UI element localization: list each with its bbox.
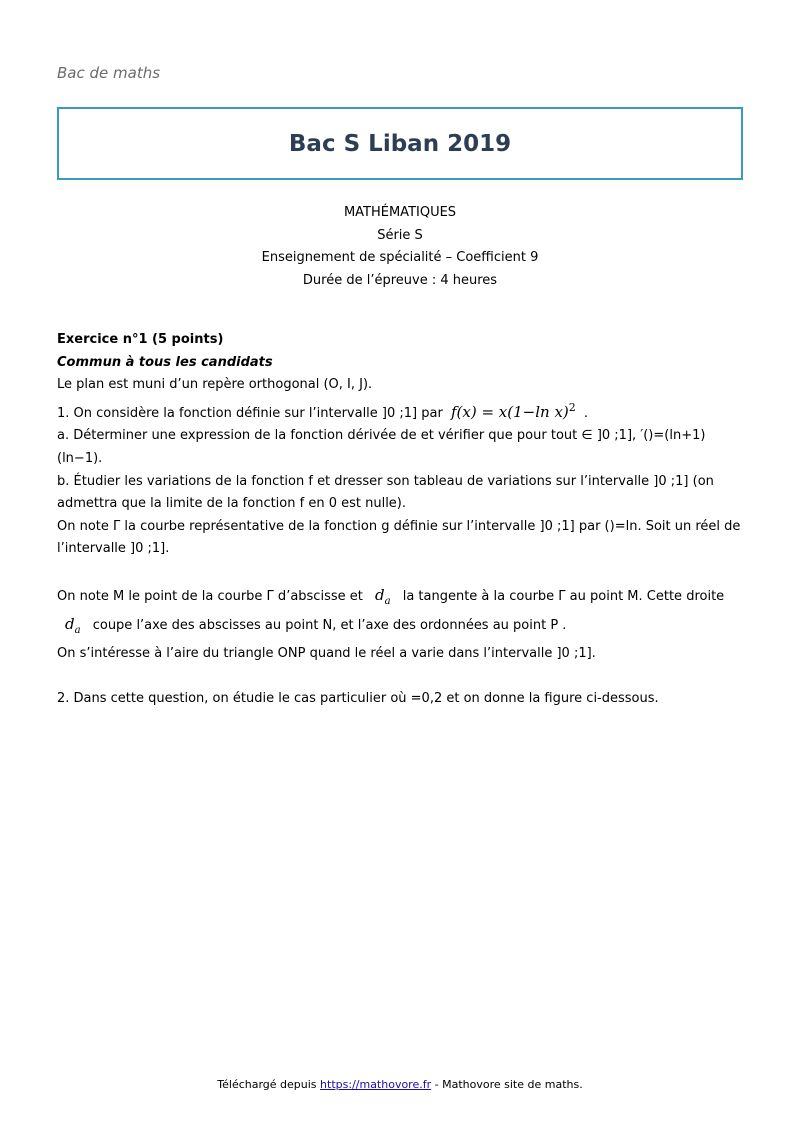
page-footer — [0, 1078, 800, 1091]
footer-link[interactable]: https://mathovore.fr — [320, 1078, 432, 1091]
tangent-symbol-2: $d_a$ — [65, 615, 81, 637]
function-formula — [447, 400, 580, 421]
paragraph-2 — [57, 397, 747, 426]
footer-prefix: Téléchargé depuis — [217, 1078, 317, 1091]
paragraph-1: Le plan est muni d’un repère orthogonal (O, I, J). — [57, 377, 373, 393]
exercise-title: Exercice n°1 (5 points) — [57, 332, 224, 347]
exam-meta — [0, 202, 800, 292]
paragraph-8: 2. Dans cette question, on étudie le cas particulier où =0,2 et on donne la figure ci-dessous. — [57, 690, 659, 706]
title-box — [57, 107, 743, 180]
paragraph-6-part-b: la tangente à la courbe Γ au point M. Cette droite — [402, 588, 725, 604]
tangent-symbol-1: $d_a$ — [374, 585, 391, 607]
page-title: Bac S Liban 2019 — [288, 130, 512, 157]
spacer — [57, 665, 747, 688]
paragraph-7: On s’intéresse à l’aire du triangle ONP quand le réel a varie dans l’intervalle ]0 ;1]. — [57, 645, 596, 661]
paragraph-4: b. Étudier les variations de la fonction f et dresser son tableau de variations sur l’intervalle ]0 ;1] (on admettra que la limite de la fonction f en 0 est nulle). — [57, 473, 714, 512]
meta-coefficient: Enseignement de spécialité – Coefficient 9 — [261, 250, 539, 265]
exercise-subtitle: Commun à tous les candidats — [57, 354, 273, 370]
footer-suffix: - Mathovore site de maths. — [434, 1078, 583, 1091]
paragraph-5: On note Γ la courbe représentative de la fonction g définie sur l’intervalle ]0 ;1] par ()=ln. Soit un réel de l’intervalle ]0 ;1]. — [57, 518, 741, 557]
paragraph-6-part-a: On note M le point de la courbe Γ d’abscisse et — [57, 588, 363, 604]
paragraph-6-part-c: coupe l’axe des abscisses au point N, et l’axe des ordonnées au point P . — [92, 618, 567, 634]
spacer — [57, 561, 747, 584]
meta-duration: Durée de l’épreuve : 4 heures — [302, 272, 498, 288]
meta-series: Série S — [377, 227, 423, 243]
function-formula-exponent: 2 — [568, 400, 576, 414]
site-header-label: Bac de maths — [57, 64, 161, 82]
paragraph-3: a. Déterminer une expression de la fonction dérivée de et vérifier que pour tout ∈ ]0 ;1], ′()=(ln+1)(ln−1). — [57, 428, 706, 466]
paragraph-6 — [57, 584, 747, 643]
function-formula-body: f(x) = x(1−ln x) — [450, 402, 569, 421]
paragraph-2-text: 1. On considère la fonction définie sur l’intervalle ]0 ;1] par — [57, 405, 443, 421]
exercise-content — [57, 329, 747, 711]
paragraph-2-end: . — [583, 405, 589, 421]
meta-subject: MATHÉMATIQUES — [343, 205, 457, 220]
